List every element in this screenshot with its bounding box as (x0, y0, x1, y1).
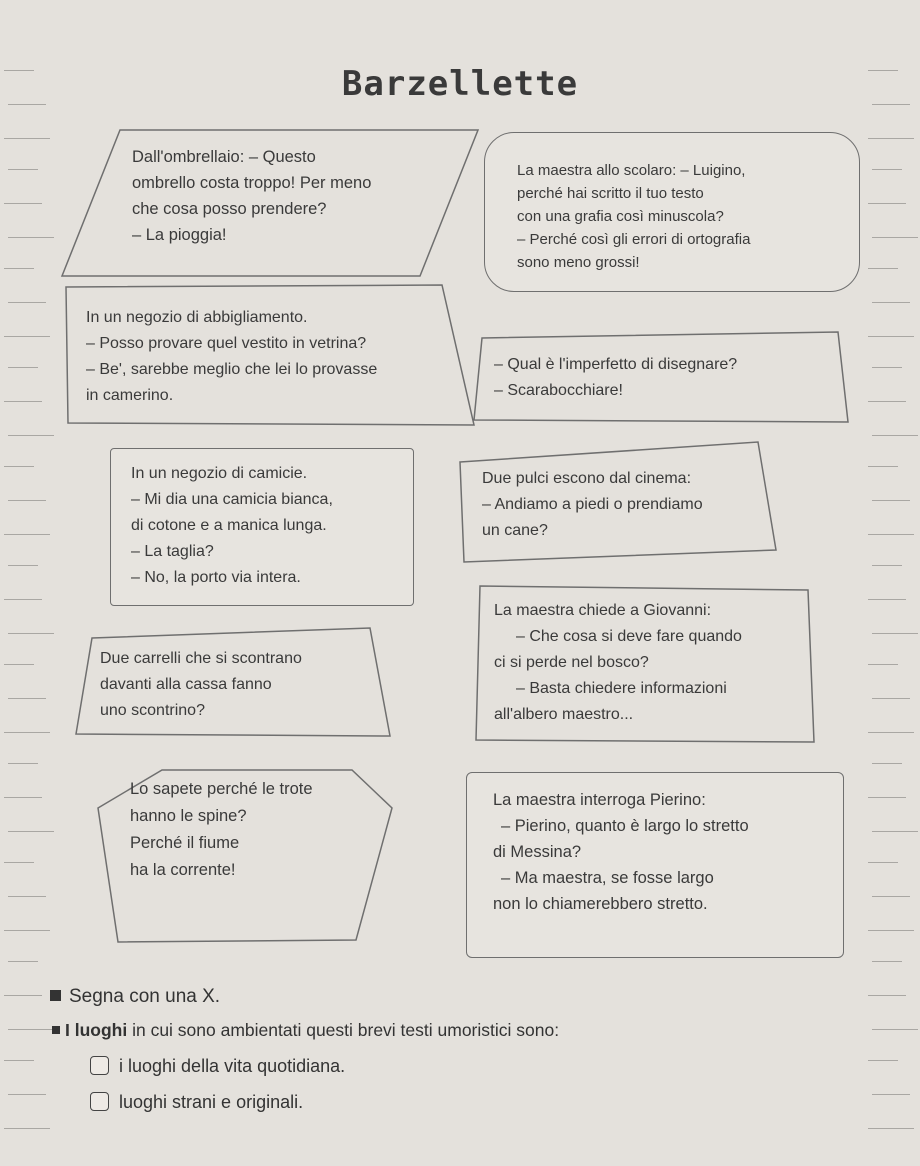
joke-line: ombrello costa troppo! Per meno (132, 174, 372, 192)
joke-line: – Che cosa si deve fare quando (516, 628, 742, 645)
ruled-line (4, 1128, 50, 1129)
joke-line: di Messina? (493, 843, 582, 861)
ruled-line (872, 435, 918, 436)
option-checkbox[interactable] (90, 1056, 109, 1075)
question-text: in cui sono ambientati questi brevi testi umoristici sono: (127, 1020, 560, 1040)
joke-imperfect (472, 330, 850, 425)
joke-line: Due carrelli che si scontrano (100, 650, 302, 667)
joke-line: – La pioggia! (132, 226, 227, 244)
joke-line: perché hai scritto il tuo testo (517, 185, 704, 202)
ruled-line (868, 995, 906, 996)
ruled-line (872, 698, 910, 699)
joke-line: – Perché così gli errori di ortografia (517, 231, 751, 248)
option-row[interactable] (90, 1056, 345, 1077)
ruled-line (872, 1094, 910, 1095)
square-bullet-icon (50, 990, 61, 1001)
ruled-line (4, 797, 42, 798)
ruled-line (872, 831, 918, 832)
ruled-line (4, 995, 42, 996)
joke-line: – Posso provare quel vestito in vetrina? (86, 335, 367, 352)
ruled-line (4, 930, 50, 931)
option-label: luoghi strani e originali. (119, 1092, 304, 1112)
ruled-line (868, 268, 898, 269)
ruled-line (8, 633, 54, 634)
ruled-line (8, 698, 46, 699)
joke-line: Lo sapete perché le trote (130, 780, 313, 798)
ruled-line (8, 367, 38, 368)
joke-line: Due pulci escono dal cinema: (482, 470, 692, 487)
joke-giovanni (474, 582, 820, 746)
joke-line: un cane? (482, 522, 548, 539)
ruled-line (8, 104, 46, 105)
ruled-line (868, 797, 906, 798)
joke-line: La maestra chiede a Giovanni: (494, 602, 712, 619)
ruled-line (4, 664, 34, 665)
joke-line: non lo chiamerebbero stretto. (493, 895, 708, 913)
joke-line: – No, la porto via intera. (131, 569, 301, 586)
joke-trout (96, 768, 396, 944)
ruled-line (872, 367, 902, 368)
ruled-line (4, 268, 34, 269)
joke-line: – Qual è l'imperfetto di disegnare? (494, 356, 738, 373)
ruled-line (868, 534, 914, 535)
instruction-text: Segna con una X. (69, 986, 221, 1007)
joke-line: – Basta chiedere informazioni (516, 680, 727, 697)
joke-line: – Mi dia una camicia bianca, (131, 491, 333, 508)
ruled-line (868, 732, 914, 733)
joke-shirt-shop (110, 448, 414, 606)
ruled-line (868, 930, 914, 931)
ruled-line (872, 500, 910, 501)
joke-line: Perché il fiume (130, 834, 240, 852)
question-bold: I luoghi (65, 1020, 128, 1040)
joke-line: – Pierino, quanto è largo lo stretto (501, 817, 749, 835)
ruled-line (872, 763, 902, 764)
ruled-line (8, 961, 38, 962)
ruled-line (872, 169, 902, 170)
joke-line: in camerino. (86, 387, 174, 404)
joke-pierino (466, 772, 844, 958)
ruled-line (4, 862, 34, 863)
joke-line: – Be', sarebbe meglio che lei lo provasse (86, 361, 378, 378)
joke-line: di cotone e a manica lunga. (131, 517, 327, 534)
ruled-line (868, 599, 906, 600)
joke-umbrella (60, 128, 480, 278)
joke-teacher-luigino (484, 132, 860, 292)
ruled-line (8, 169, 38, 170)
ruled-line (4, 401, 42, 402)
page-title: Barzellette (341, 64, 579, 104)
ruled-line (8, 237, 54, 238)
ruled-line (868, 203, 906, 204)
ruled-line (4, 599, 42, 600)
exercise-instruction (50, 986, 220, 1008)
ruled-line (8, 896, 46, 897)
ruled-line (872, 896, 910, 897)
joke-line: con una grafia così minuscola? (517, 208, 724, 225)
ruled-line (8, 1029, 54, 1030)
joke-line: ha la corrente! (130, 861, 236, 879)
ruled-line (868, 664, 898, 665)
ruled-line (8, 763, 38, 764)
ruled-line (872, 1029, 918, 1030)
ruled-line (4, 732, 50, 733)
option-checkbox[interactable] (90, 1092, 109, 1111)
joke-line: Dall'ombrellaio: – Questo (132, 148, 316, 166)
ruled-line (8, 831, 54, 832)
joke-line: – La taglia? (131, 543, 214, 560)
ruled-line (4, 138, 50, 139)
ruled-line (8, 565, 38, 566)
ruled-line (872, 565, 902, 566)
ruled-line (4, 1060, 34, 1061)
ruled-line (4, 534, 50, 535)
joke-fleas (458, 440, 778, 564)
joke-line: – Ma maestra, se fosse largo (501, 869, 714, 887)
square-bullet-icon (52, 1026, 60, 1034)
ruled-line (872, 961, 902, 962)
joke-line: che cosa posso prendere? (132, 200, 327, 218)
right-ruled-margin (850, 0, 920, 1166)
joke-line: sono meno grossi! (517, 254, 640, 271)
ruled-line (8, 1094, 46, 1095)
ruled-line (868, 336, 914, 337)
ruled-line (872, 104, 910, 105)
ruled-line (872, 237, 918, 238)
ruled-line (868, 401, 906, 402)
joke-line: hanno le spine? (130, 807, 247, 825)
option-row[interactable] (90, 1092, 303, 1113)
joke-line: La maestra interroga Pierino: (493, 791, 706, 809)
ruled-line (868, 138, 914, 139)
ruled-line (4, 203, 42, 204)
ruled-line (872, 302, 910, 303)
option-label: i luoghi della vita quotidiana. (119, 1056, 346, 1076)
joke-line: In un negozio di camicie. (131, 465, 308, 482)
joke-line: davanti alla cassa fanno (100, 676, 272, 693)
joke-clothing-shop (64, 283, 484, 428)
ruled-line (868, 862, 898, 863)
joke-line: – Scarabocchiare! (494, 382, 623, 399)
ruled-line (868, 1128, 914, 1129)
joke-carts (74, 626, 394, 740)
joke-line: all'albero maestro... (494, 706, 634, 723)
ruled-line (872, 633, 918, 634)
ruled-line (8, 500, 46, 501)
joke-line: In un negozio di abbigliamento. (86, 309, 308, 326)
ruled-line (4, 336, 50, 337)
joke-line: ci si perde nel bosco? (494, 654, 649, 671)
ruled-line (8, 302, 46, 303)
ruled-line (868, 1060, 898, 1061)
ruled-line (868, 466, 898, 467)
ruled-line (4, 466, 34, 467)
joke-line: La maestra allo scolaro: – Luigino, (517, 162, 746, 179)
joke-line: uno scontrino? (100, 702, 205, 719)
joke-line: – Andiamo a piedi o prendiamo (482, 496, 703, 513)
exercise-question (52, 1020, 559, 1041)
ruled-line (8, 435, 54, 436)
